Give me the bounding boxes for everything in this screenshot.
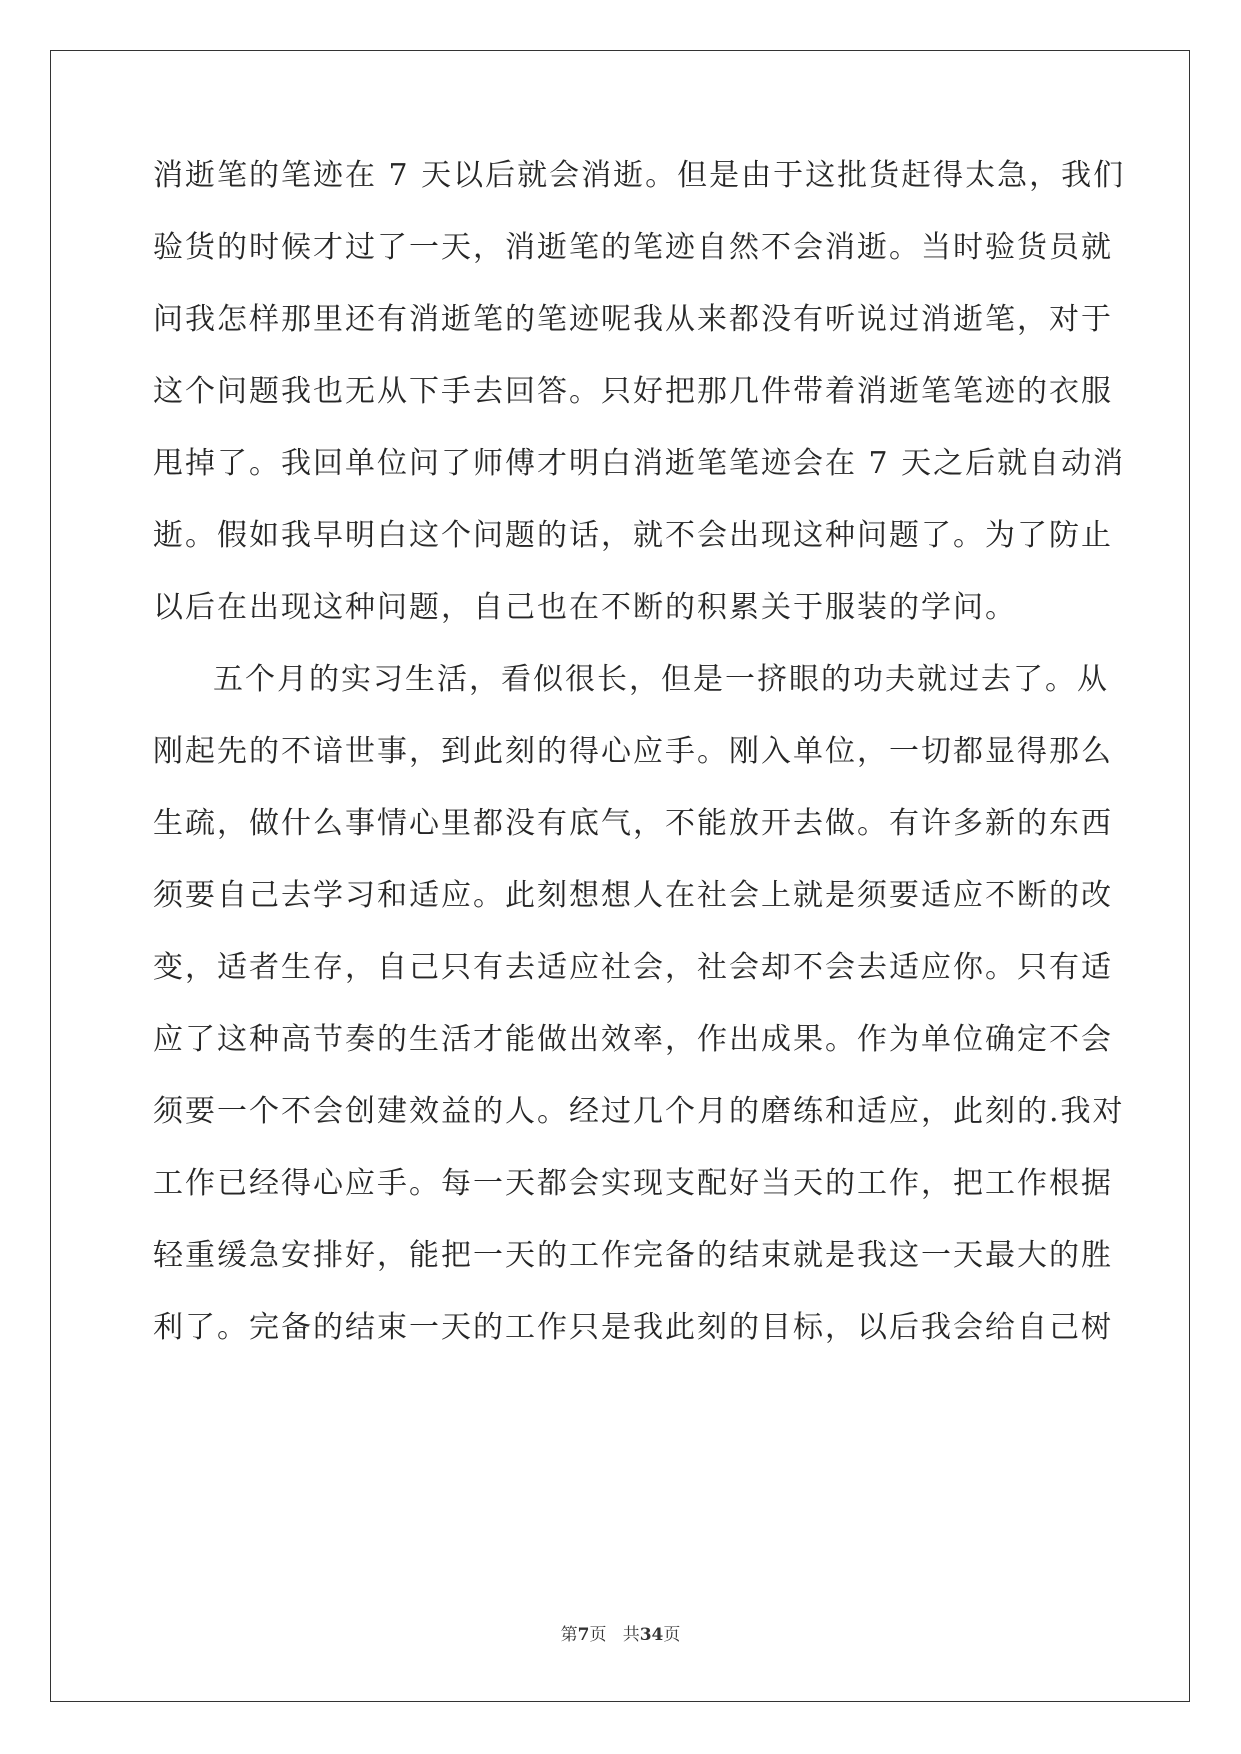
text-line: 验货的时候才过了一天，消逝笔的笔迹自然不会消逝。当时验货员就: [153, 230, 1113, 265]
text-line: 工作已经得心应手。每一天都会实现支配好当天的工作，把工作根据: [153, 1166, 1113, 1201]
text-line: 逝。假如我早明白这个问题的话，就不会出现这种问题了。为了防止: [153, 518, 1113, 553]
paragraph-first-line: 五个月的实习生活，看似很长，但是一挤眼的功夫就过去了。从: [213, 662, 1109, 697]
text-line: 变，适者生存，自己只有去适应社会，社会却不会去适应你。只有适: [153, 950, 1113, 985]
current-page-number: 7: [577, 1625, 590, 1645]
text-line: 生疏，做什么事情心里都没有底气，不能放开去做。有许多新的东西: [153, 806, 1113, 841]
text-line: 利了。完备的结束一天的工作只是我此刻的目标，以后我会给自己树: [153, 1310, 1113, 1345]
text-line: 应了这种高节奏的生活才能做出效率，作出成果。作为单位确定不会: [153, 1022, 1113, 1057]
total-pages-number: 34: [639, 1625, 664, 1645]
footer-prefix: 第: [560, 1625, 578, 1645]
text-line: 问我怎样那里还有消逝笔的笔迹呢我从来都没有听说过消逝笔，对于: [153, 302, 1113, 337]
text-line: 轻重缓急安排好，能把一天的工作完备的结束就是我这一天最大的胜: [153, 1238, 1113, 1273]
footer-total-suffix: 页: [663, 1625, 681, 1645]
text-line: 须要自己去学习和适应。此刻想想人在社会上就是须要适应不断的改: [153, 878, 1113, 913]
text-line: 刚起先的不谙世事，到此刻的得心应手。刚入单位，一切都显得那么: [153, 734, 1113, 769]
text-line: 这个问题我也无从下手去回答。只好把那几件带着消逝笔笔迹的衣服: [153, 374, 1113, 409]
footer-total-prefix: 共: [622, 1625, 640, 1645]
page-border: [50, 50, 1190, 1702]
text-line: 甩掉了。我回单位问了师傅才明白消逝笔笔迹会在 7 天之后就自动消: [153, 446, 1126, 481]
page-footer: [0, 1620, 1241, 1645]
footer-page-suffix: 页: [589, 1625, 607, 1645]
text-line: 以后在出现这种问题，自己也在不断的积累关于服装的学问。: [153, 590, 1017, 625]
text-line: 消逝笔的笔迹在 7 天以后就会消逝。但是由于这批货赶得太急，我们: [153, 158, 1126, 193]
text-line: 须要一个不会创建效益的人。经过几个月的磨练和适应，此刻的.我对: [153, 1094, 1125, 1129]
